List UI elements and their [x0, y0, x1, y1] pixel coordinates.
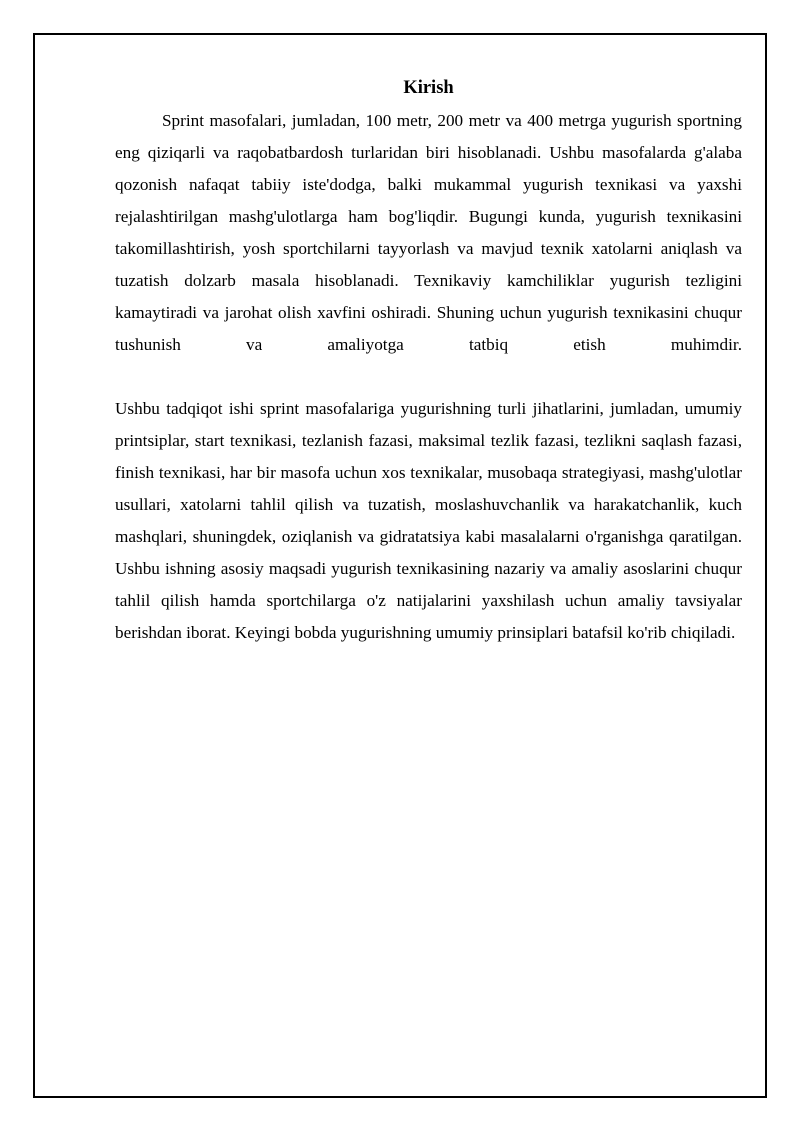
paragraph-scope: Ushbu tadqiqot ishi sprint masofalariga yugurishning turli jihatlarini, jumladan, umumiy printsiplar, start texnikasi, tezlanish fazasi, maksimal tezlik fazasi, tezlikni saqlash fazasi, finish texnikasi, har bir masofa uchun xos texnikalar, musobaqa strategiyasi, mashg'ulotlar usullari, xatolarni tahlil qilish va tuzatish, moslashuvchanlik va harakatchanlik, kuch mashqlari, shuningdek, oziqlanish va gidratatsiya kabi masalalarni o'rganishga qaratilgan. Ushbu ishning asosiy maqsadi yugurish texnikasining nazariy va amaliy asoslarini chuqur tahlil qilish hamda sportchilarga o'z natijalarini yaxshilash uchun amaliy tavsiyalar berishdan iborat. Keyingi bobda yugurishning umumiy prinsiplari batafsil ko'rib chiqiladi.	[115, 399, 742, 642]
paragraph-intro: Sprint masofalari, jumladan, 100 metr, 200 metr va 400 metrga yugurish sportning eng qiziqarli va raqobatbardosh turlaridan biri hisoblanadi. Ushbu masofalarda g'alaba qozonish nafaqat tabiiy iste'dodga, balki mukammal yugurish texnikasi va yaxshi rejalashtirilgan mashg'ulotlarga ham bog'liqdir. Bugungi kunda, yugurish texnikasini takomillashtirish, yosh sportchilarni tayyorlash va mavjud texnik xatolarni aniqlash va tuzatish dolzarb masala hisoblanadi. Texnikaviy kamchiliklar yugurish tezligini kamaytiradi va jarohat olish xavfini oshiradi. Shuning uchun yugurish texnikasini chuqur tushunish va amaliyotga tatbiq etish muhimdir.	[115, 111, 742, 354]
section-title: Kirish	[403, 78, 454, 98]
paragraph-spacer	[115, 361, 742, 393]
document-body	[115, 74, 742, 649]
